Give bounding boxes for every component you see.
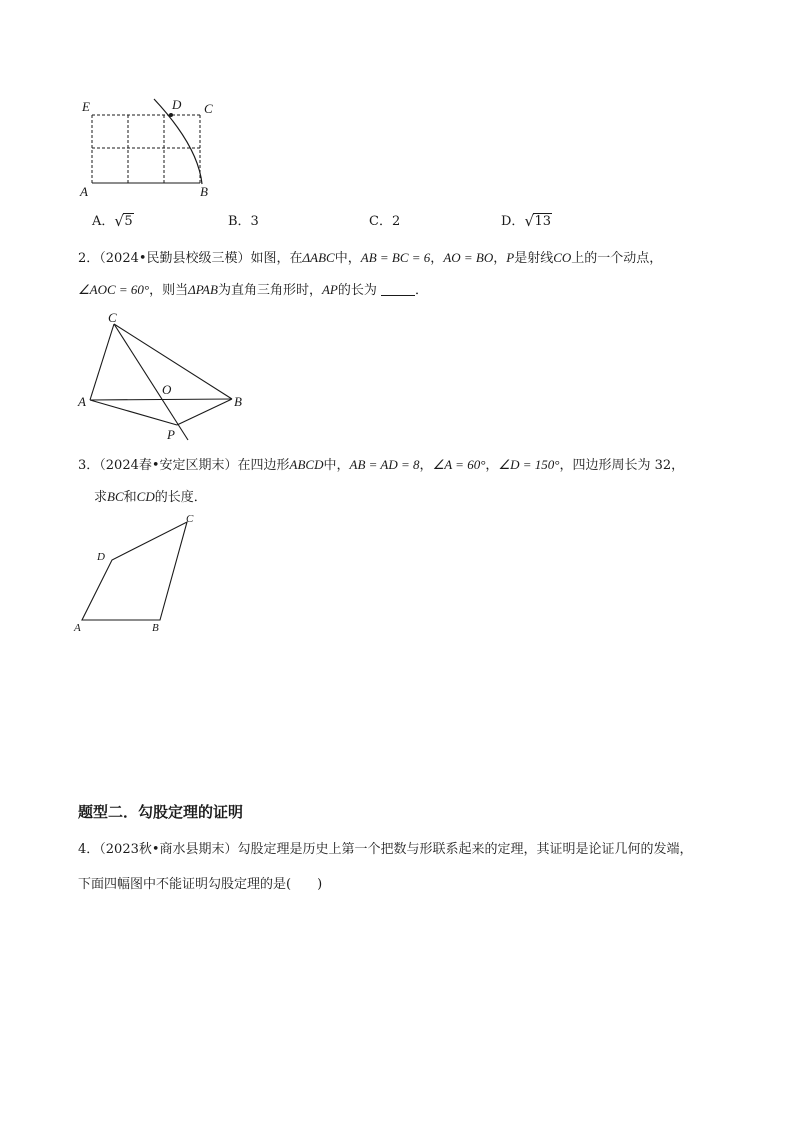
q2-text: ． (415, 283, 429, 298)
q2-text: ， (430, 251, 444, 266)
label-o: O (162, 382, 172, 397)
q3-segment-bc: BC (107, 489, 124, 504)
radicand-5: 5 (124, 214, 133, 229)
q2-eq-ab-bc: AB = BC = 6 (360, 250, 431, 265)
q3-segment-cd: CD (136, 489, 155, 504)
q2-text: 为直角三角形时， (217, 283, 322, 298)
q3-angle-d: ∠D = 150° (498, 457, 560, 472)
label-e: E (82, 99, 90, 114)
q3-source: （2024春•安定区期末）在四边形 (99, 458, 290, 473)
q3-quad-abcd: ABCD (289, 457, 324, 472)
option-c: C．2 (369, 214, 401, 229)
q3-eq-ab-ad: AB = AD = 8 (349, 457, 420, 472)
segment-ca (90, 324, 114, 400)
segment-pb (177, 399, 232, 425)
q2-eq-ao-bo: AO = BO (443, 250, 494, 265)
q2-text: 的长为 (337, 283, 377, 298)
radicand-13: 13 (534, 214, 551, 229)
q2-text: ， (493, 251, 507, 266)
q3-line-2 (94, 488, 207, 507)
q2-number: 2． (78, 251, 100, 266)
label-d: D (172, 97, 182, 112)
q2-text: 中， (334, 251, 361, 266)
ray-co (114, 324, 188, 440)
figure-quadrilateral-abcd (70, 508, 200, 636)
q2-angle-aoc: ∠AOC = 60° (78, 282, 150, 297)
q2-text: ，则当 (149, 283, 189, 298)
q2-line-2 (78, 281, 428, 300)
section-title: 题型二．勾股定理的证明 (78, 803, 244, 821)
label-b: B (234, 394, 242, 409)
q2-segment-ap: AP (321, 282, 338, 297)
q3-line-1 (78, 456, 684, 475)
q2-triangle-pab: ΔPAB (188, 282, 218, 297)
label-c: C (204, 101, 213, 116)
q3-text: 和 (123, 490, 137, 505)
q2-point-p: P (506, 250, 515, 265)
q2-text: 上的一个动点， (571, 251, 663, 266)
q2-source: （2024•民勤县校级三模）如图，在 (99, 251, 303, 266)
option-a (92, 213, 134, 231)
label-c: C (186, 513, 194, 525)
q3-text: 中， (323, 458, 350, 473)
label-p: P (167, 427, 175, 442)
answer-blank (381, 283, 415, 296)
q4-line-2: 下面四幅图中不能证明勾股定理的是( ) (78, 877, 323, 892)
segment-ab (90, 399, 232, 400)
q2-ray-co: CO (553, 250, 572, 265)
q2-text: 是射线 (514, 251, 554, 266)
option-d (501, 213, 552, 231)
label-c: C (108, 310, 117, 325)
label-a: A (78, 394, 86, 409)
figure-grid-arc (78, 96, 228, 202)
q3-angle-a: ∠A = 60° (432, 457, 486, 472)
figure-triangle-abc (74, 308, 254, 446)
q3-text: ， (419, 458, 433, 473)
label-a: A (74, 622, 81, 634)
label-b: B (152, 622, 159, 634)
q4-line-1: 4．（2023秋•商水县期末）勾股定理是历史上第一个把数与形联系起来的定理，其证明是论证几何的发端， (78, 842, 693, 857)
option-a-letter: A． (92, 214, 115, 229)
sqrt-5: √ 5 (114, 212, 133, 230)
option-d-letter: D． (501, 214, 525, 229)
q3-text: 求 (94, 490, 108, 505)
q3-text: ，四边形周长为 32， (559, 458, 685, 473)
sqrt-13: √ 13 (524, 212, 551, 230)
quadrilateral (82, 522, 187, 620)
point-d (169, 113, 173, 117)
label-d: D (97, 551, 105, 563)
q2-line-1 (78, 249, 662, 268)
option-b: B．3 (228, 214, 259, 229)
q3-number: 3． (78, 458, 100, 473)
segment-cb (114, 324, 232, 399)
q3-text: 的长度． (154, 490, 207, 505)
q3-text: ， (485, 458, 499, 473)
label-a: A (80, 184, 88, 199)
label-b: B (200, 184, 208, 199)
q2-triangle-abc: ΔABC (302, 250, 335, 265)
segment-ap (90, 400, 177, 425)
